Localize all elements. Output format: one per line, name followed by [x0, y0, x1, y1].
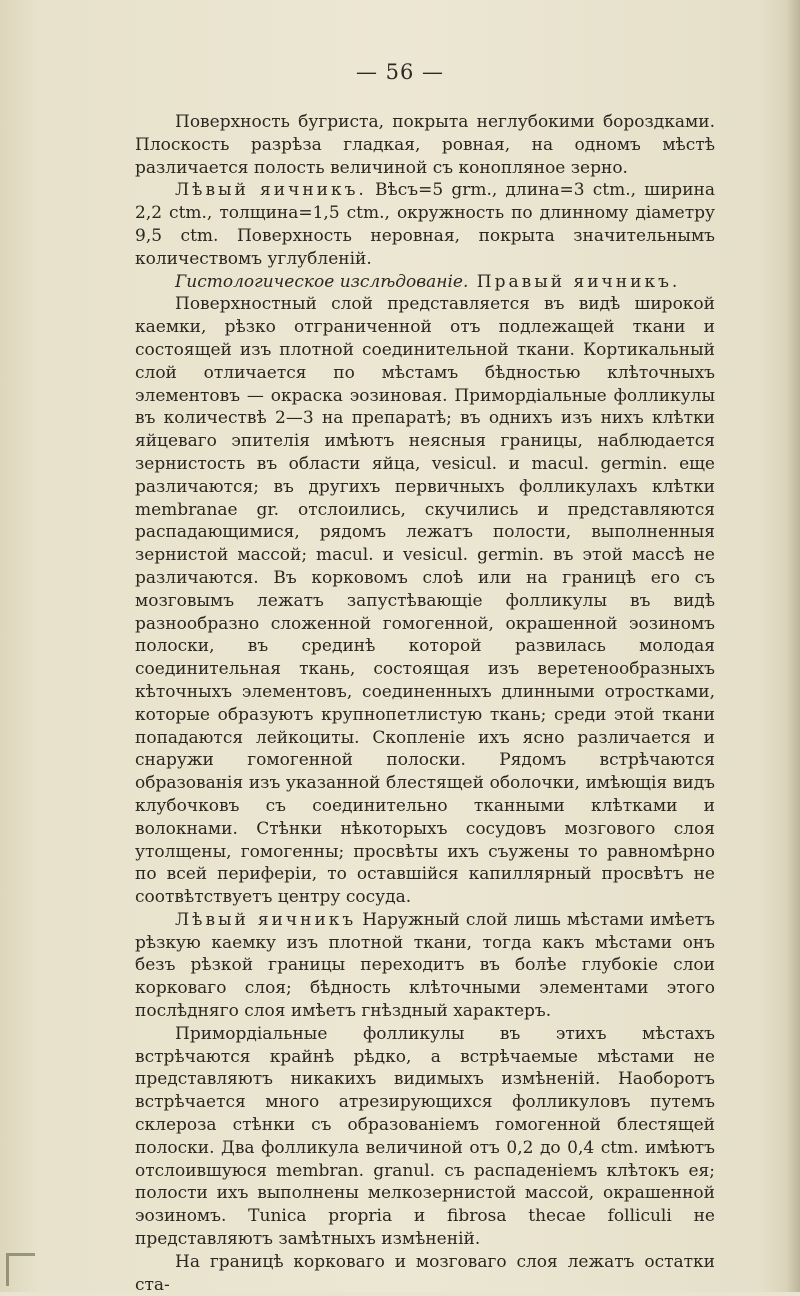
- paragraph-6-text: Примордіальные фолликулы въ этихъ мѣстахъ встрѣчаются крайнѣ рѣдко, а встрѣчаемые мѣстами не представляютъ никакихъ видимыхъ измѣненій. Наоборотъ встрѣчается много атрезирующихся фолликуловъ путемъ склероза стѣнки съ образованіемъ гомогенной блестящей полоски. Два фолликула величиной отъ 0,2 до 0,4 ctm. имѣютъ отслоившуюся membran. granul. съ распаденіемъ клѣтокъ ея; полости ихъ выполнены мелкозернистой массой, окрашенной эозиномъ. Tunica propria и fibrosa thecae folliculi не представляютъ замѣтныхъ измѣненій.: [135, 1023, 715, 1250]
- paragraph-4: [135, 293, 715, 909]
- paragraph-3: [135, 271, 715, 294]
- section-heading-left-ovary: Лѣвый яичникъ.: [175, 180, 367, 201]
- histology-heading: Гистологическое изслѣдованіе.: [175, 271, 469, 292]
- paragraph-1: [135, 111, 715, 179]
- paragraph-2-text: Вѣсъ=5 grm., длина=3 ctm., ширина 2,2 ctm., толщина=1,5 ctm., окружность по длинному діаметру 9,5 ctm. Поверхность неровная, покрыта значительнымъ количествомъ углубленій.: [135, 180, 715, 269]
- section-heading-left-ovary-histology: Лѣвый яичникъ: [175, 909, 357, 930]
- paragraph-4-text: Поверхностный слой представляется въ видѣ широкой каемки, рѣзко отграниченной отъ подлежащей ткани и состоящей изъ плотной соединительной ткани. Кортикальный слой отличается по мѣстамъ бѣдностью клѣточныхъ элементовъ — окраска эозиновая. Примордіальные фолликулы въ количествѣ 2—3 на препаратѣ; въ однихъ изъ нихъ клѣтки яйцеваго эпителія имѣютъ неясныя границы, наблюдается зернистость въ области яйца, vesicul. и macul. germin. еще различаются; въ другихъ первичныхъ фолликулахъ клѣтки membranae gr. отслоились, скучились и представляются распадающимися, рядомъ лежатъ полости, выполненныя зернистой массой; macul. и vesicul. germin. въ этой массѣ не различаются. Въ корковомъ слоѣ или на границѣ его съ мозговымъ лежатъ запустѣвающіе фолликулы въ видѣ разнообразно сложенной гомогенной, окрашенной эозиномъ полоски, въ срединѣ которой развилась молодая соединительная ткань, состоящая изъ веретенообразныхъ кѣточныхъ элементовъ, соединенныхъ длинными отростками, которые образуютъ крупнопетлистую ткань; среди этой ткани попадаются лейкоциты. Скопленіе ихъ ясно различается и снаружи гомогенной полоски. Рядомъ встрѣчаются образованія изъ указанной блестящей оболочки, имѣющія видъ клубочковъ съ соединительно тканными клѣтками и волокнами. Стѣнки нѣкоторыхъ сосудовъ мозгового слоя утолщены, гомогенны; просвѣты ихъ съужены то равномѣрно по всей периферіи, то оставшійся капиллярный просвѣтъ не соотвѣтствуетъ центру сосуда.: [135, 294, 715, 908]
- page-number: — 56 —: [355, 60, 445, 84]
- section-heading-right-ovary: Правый яичникъ.: [468, 271, 681, 292]
- paragraph-6: [135, 1023, 715, 1251]
- corner-fold-mark: [6, 1253, 35, 1286]
- paragraph-7-text: На границѣ корковаго и мозговаго слоя лежатъ остатки ста-: [135, 1251, 715, 1295]
- paragraph-2: [135, 179, 715, 270]
- paragraph-1-text: Поверхность бугриста, покрыта неглубокими бороздками. Плоскость разрѣза гладкая, ровная, на одномъ мѣстѣ различается полость величиной съ конопляное зерно.: [135, 112, 715, 178]
- paragraph-7: [135, 1251, 715, 1296]
- paragraph-5: [135, 909, 715, 1023]
- body-text: [135, 111, 715, 1296]
- page-edge-shadow: [786, 0, 800, 1292]
- paragraph-5-text: Наружный слой лишь мѣстами имѣетъ рѣзкую каемку изъ плотной ткани, тогда какъ мѣстами онъ безъ рѣзкой границы переходитъ въ болѣе глубокіе слои корковаго слоя; бѣдность клѣточными элементами этого послѣдняго слоя имѣетъ гнѣздный характеръ.: [135, 909, 715, 1022]
